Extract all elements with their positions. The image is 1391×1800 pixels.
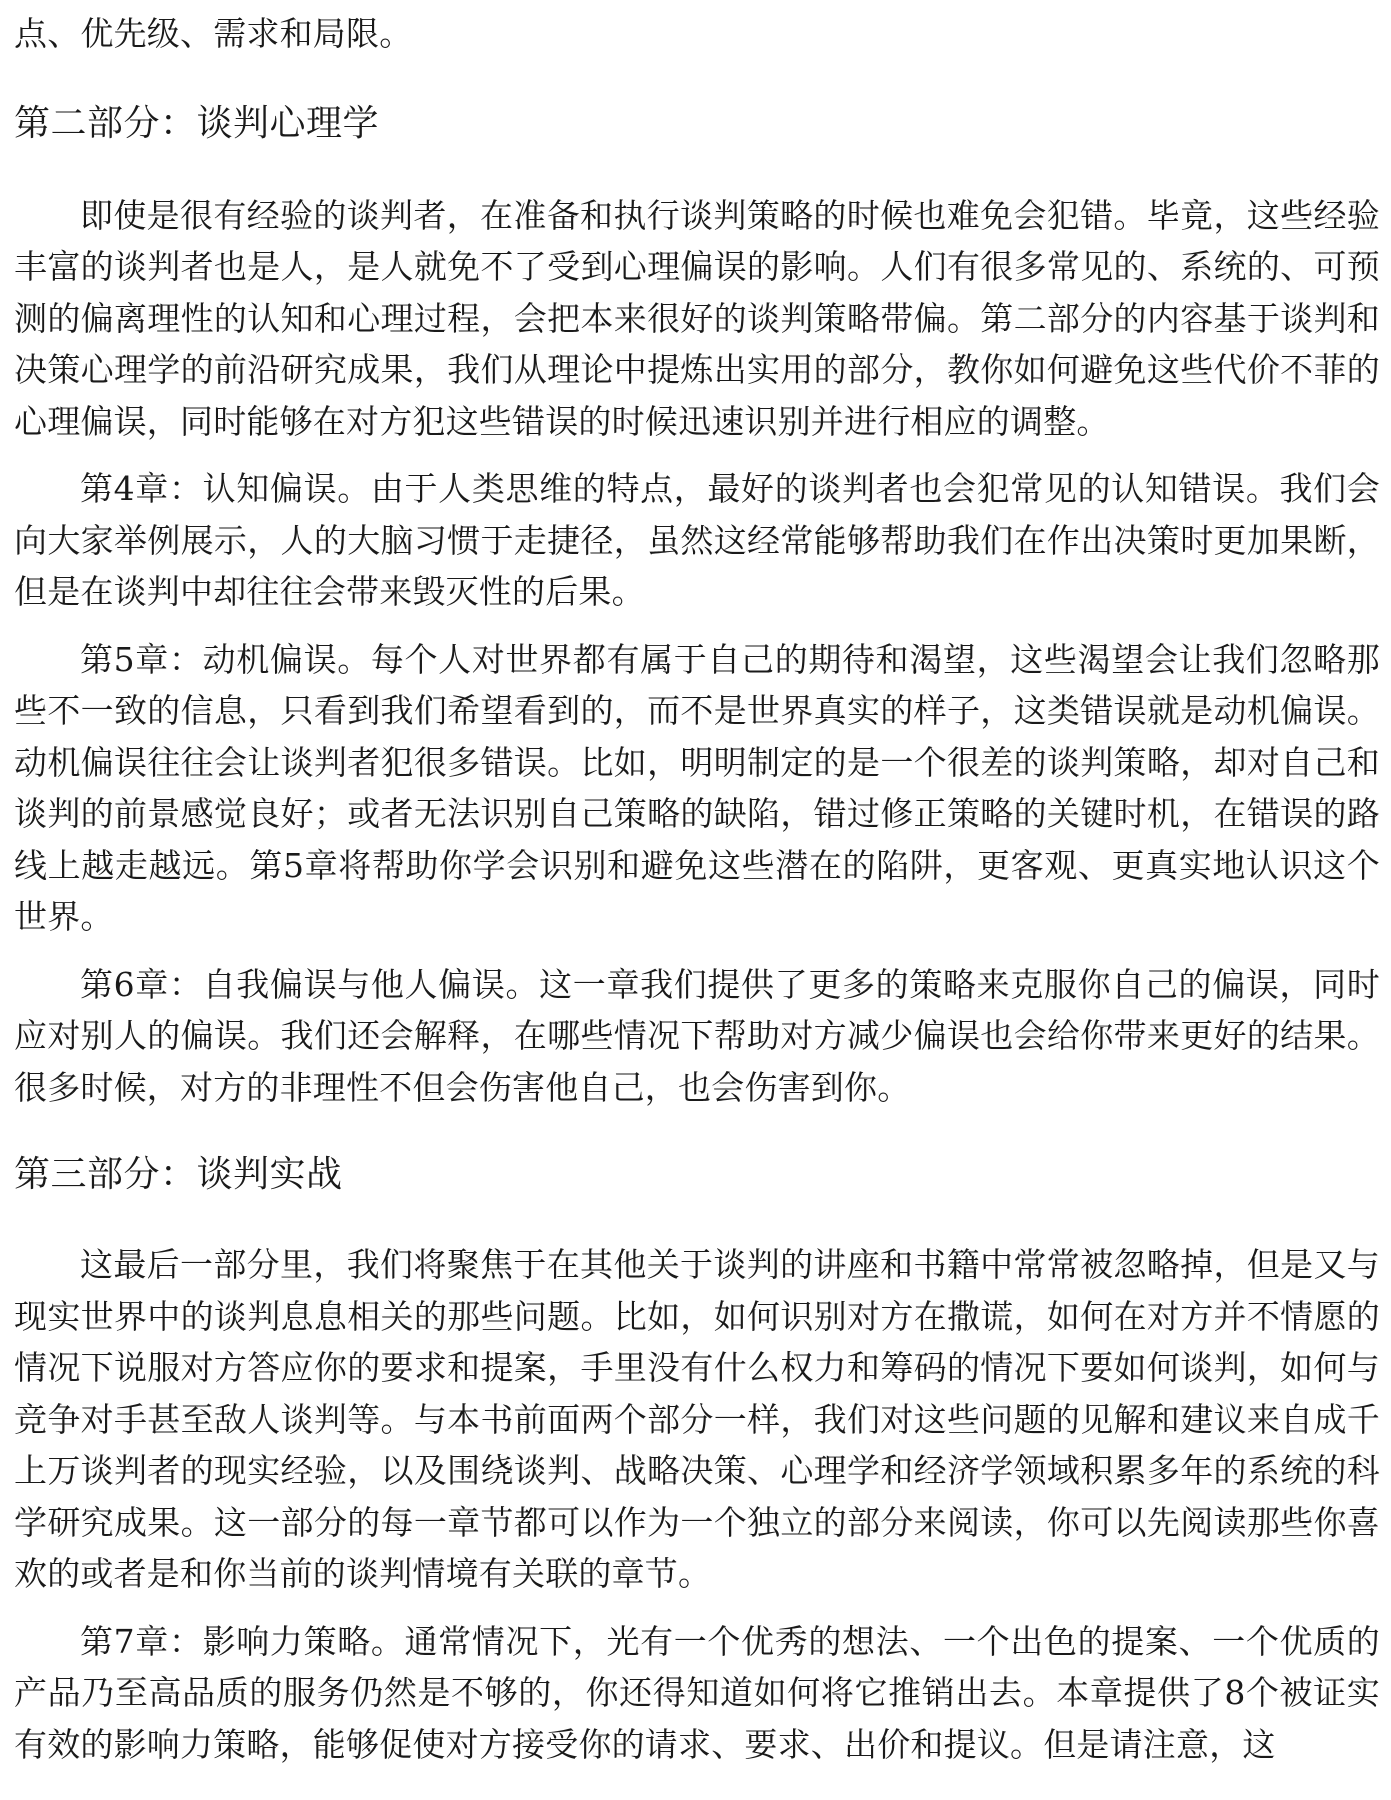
chapter7-paragraph: 第7章：影响力策略。通常情况下，光有一个优秀的想法、一个出色的提案、一个优质的产品乃至高品质的服务仍然是不够的，你还得知道如何将它推销出去。本章提供了8个被证实有效的影响力策略，能够促使对方接受你的请求、要求、出价和提议。但是请注意，这 bbox=[14, 1621, 1380, 1764]
chapter6-paragraph: 第6章：自我偏误与他人偏误。这一章我们提供了更多的策略来克服你自己的偏误，同时应对别人的偏误。我们还会解释，在哪些情况下帮助对方减少偏误也会给你带来更好的结果。很多时候，对方的非理性不但会伤害他自己，也会伤害到你。 bbox=[14, 964, 1380, 1107]
part2-heading: 第二部分：谈判心理学 bbox=[14, 102, 380, 144]
part3-heading: 第三部分：谈判实战 bbox=[14, 1154, 343, 1195]
fragment-paragraph: 点、优先级、需求和局限。 bbox=[14, 14, 413, 53]
part3-intro-paragraph: 这最后一部分里，我们将聚焦于在其他关于谈判的讲座和书籍中常常被忽略掉，但是又与现实世界中的谈判息息相关的那些问题。比如，如何识别对方在撒谎，如何在对方并不情愿的情况下说服对方答应你的要求和提案，手里没有什么权力和筹码的情况下要如何谈判，如何与竞争对手甚至敌人谈判等。与本书前面两个部分一样，我们对这些问题的见解和建议来自成千上万谈判者的现实经验，以及围绕谈判、战略决策、心理学和经济学领域积累多年的系统的科学研究成果。这一部分的每一章节都可以作为一个独立的部分来阅读，你可以先阅读那些你喜欢的或者是和你当前的谈判情境有关联的章节。 bbox=[14, 1245, 1380, 1593]
chapter4-paragraph: 第4章：认知偏误。由于人类思维的特点，最好的谈判者也会犯常见的认知错误。我们会向大家举例展示，人的大脑习惯于走捷径，虽然这经常能够帮助我们在作出决策时更加果断，但是在谈判中却往往会带来毁灭性的后果。 bbox=[14, 469, 1380, 611]
document-page bbox=[14, 0, 1380, 1770]
chapter5-paragraph: 第5章：动机偏误。每个人对世界都有属于自己的期待和渴望，这些渴望会让我们忽略那些不一致的信息，只看到我们希望看到的，而不是世界真实的样子，这类错误就是动机偏误。动机偏误往往会让谈判者犯很多错误。比如，明明制定的是一个很差的谈判策略，却对自己和谈判的前景感觉良好；或者无法识别自己策略的缺陷，错过修正策略的关键时机，在错误的路线上越走越远。第5章将帮助你学会识别和避免这些潜在的陷阱，更客观、更真实地认识这个世界。 bbox=[14, 639, 1380, 936]
part2-intro-paragraph: 即使是很有经验的谈判者，在准备和执行谈判策略的时候也难免会犯错。毕竟，这些经验丰富的谈判者也是人，是人就免不了受到心理偏误的影响。人们有很多常见的、系统的、可预测的偏离理性的认知和心理过程，会把本来很好的谈判策略带偏。第二部分的内容基于谈判和决策心理学的前沿研究成果，我们从理论中提炼出实用的部分，教你如何避免这些代价不菲的心理偏误，同时能够在对方犯这些错误的时候迅速识别并进行相应的调整。 bbox=[14, 195, 1380, 441]
